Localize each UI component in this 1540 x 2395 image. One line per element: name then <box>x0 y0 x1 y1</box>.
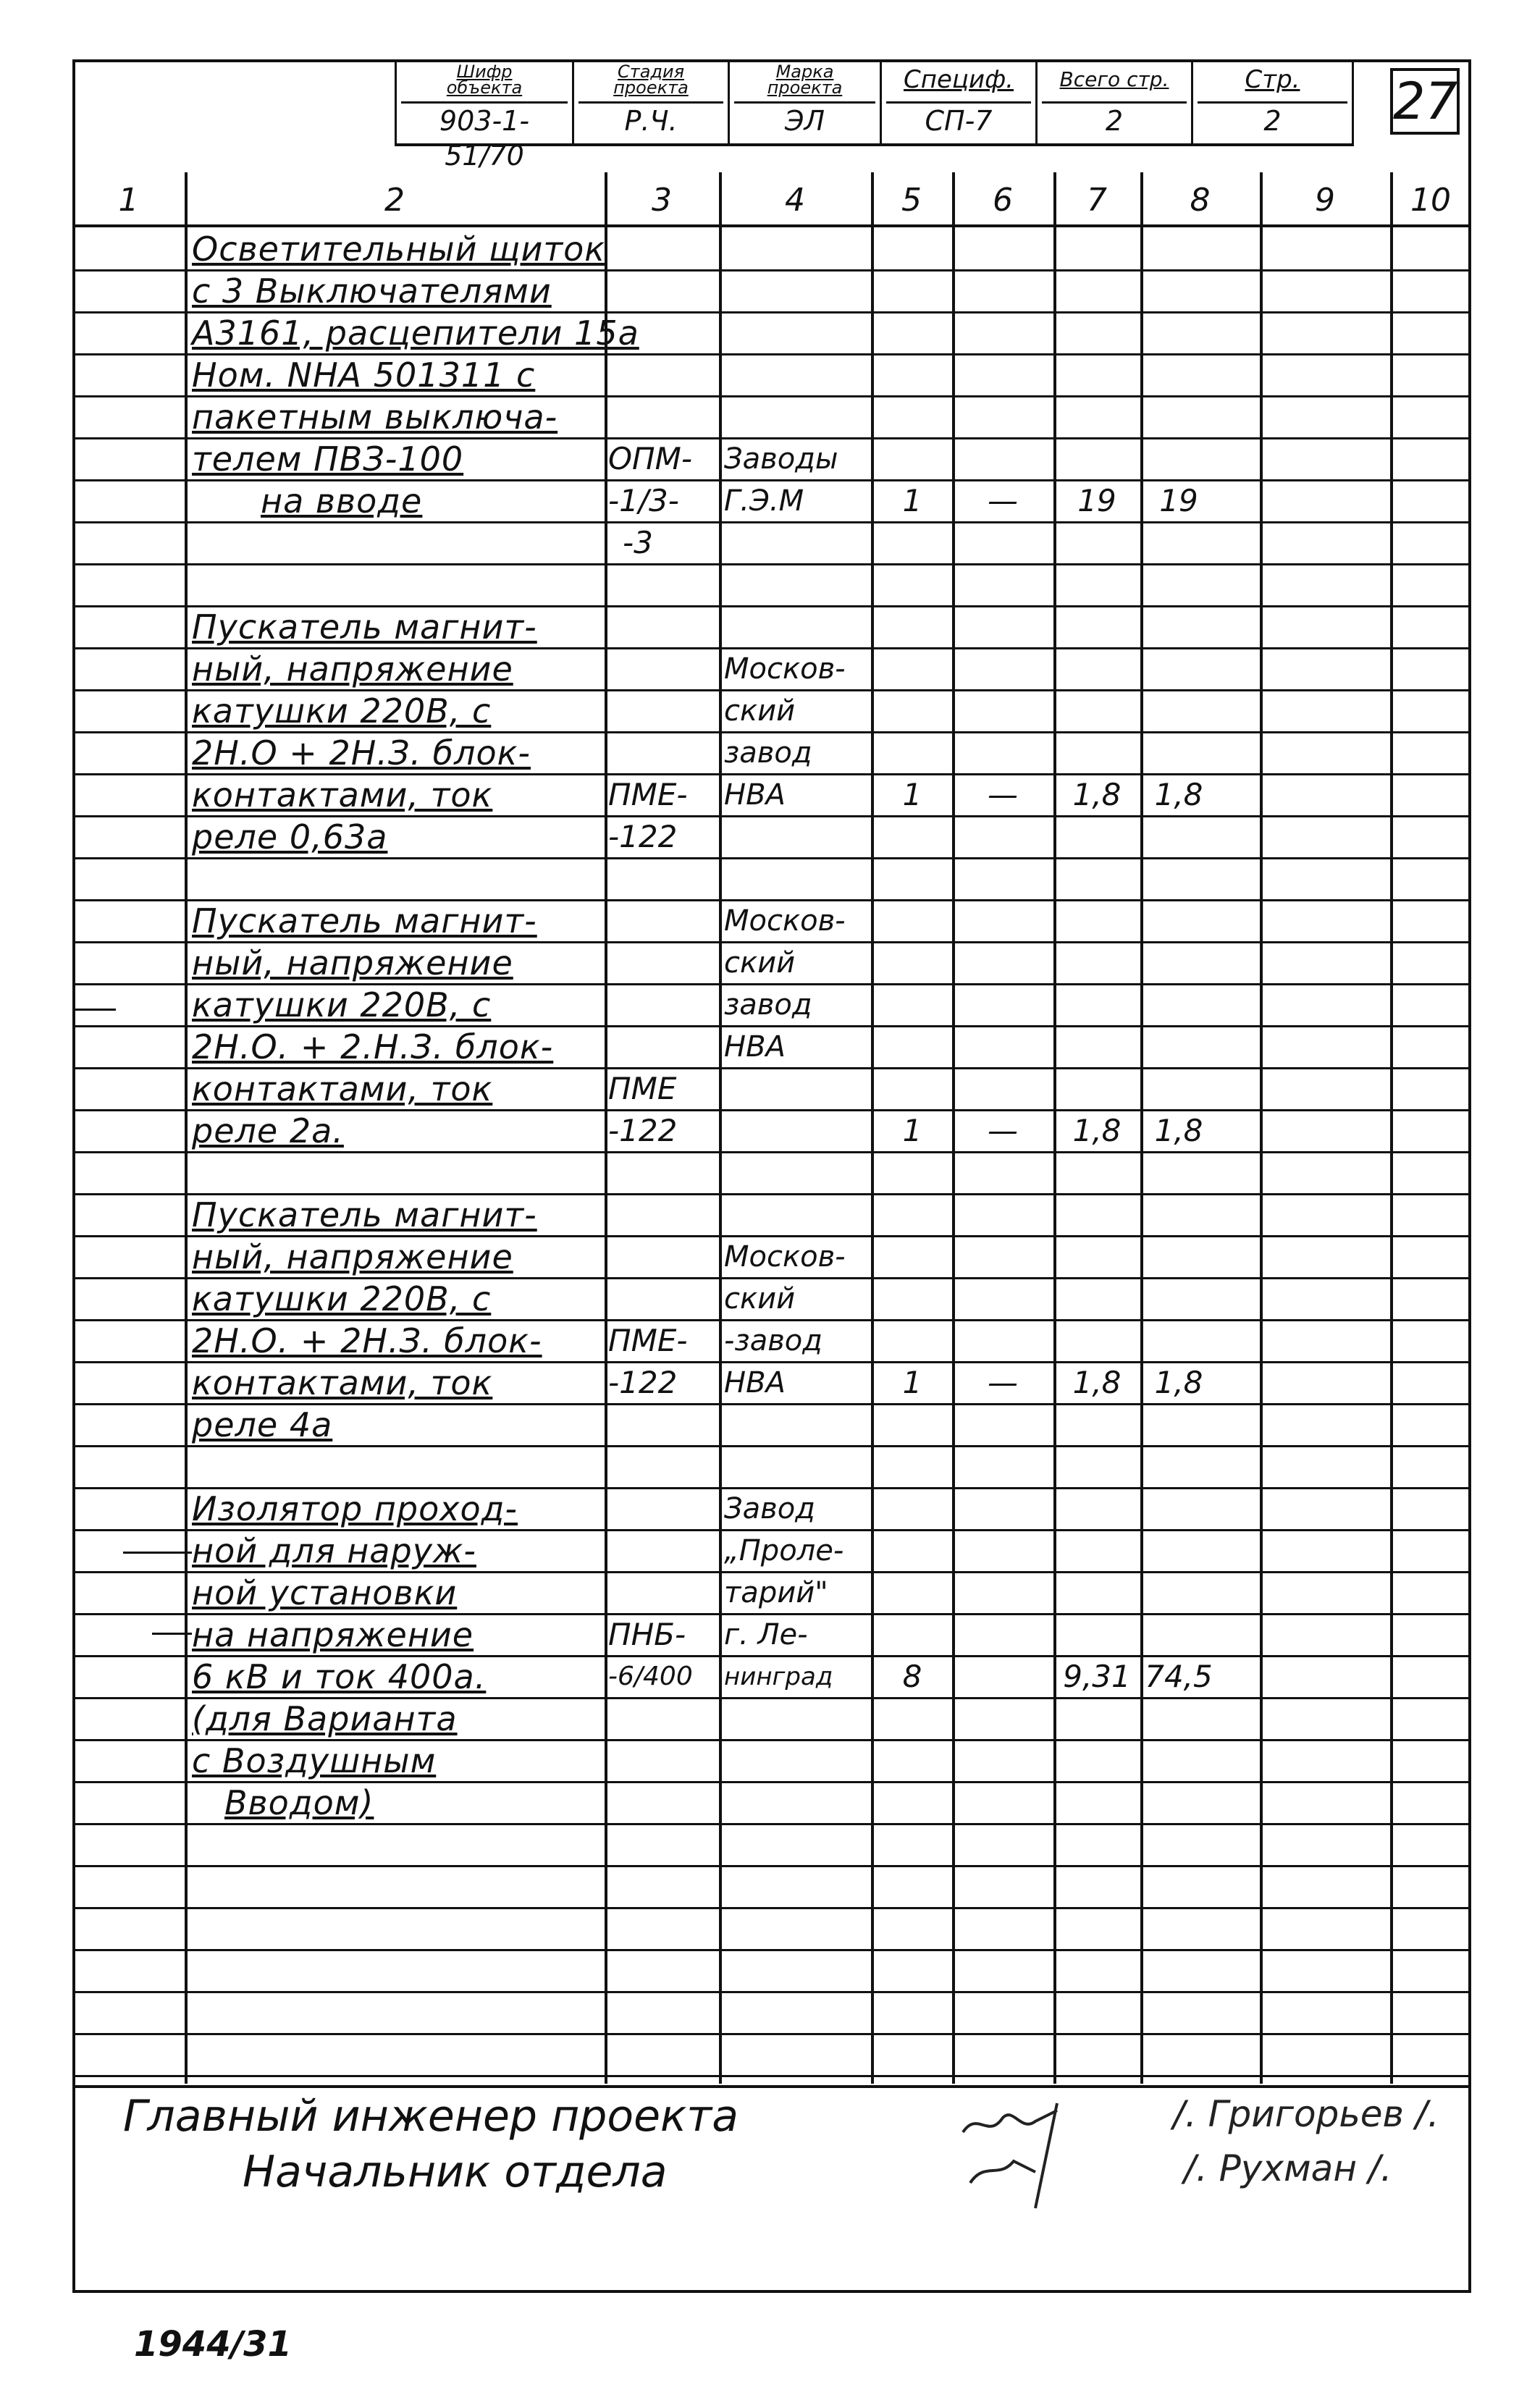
row-line <box>72 1781 1471 1783</box>
row-line <box>72 1025 1471 1027</box>
item-name-line: Пускатель магнит- <box>192 901 537 940</box>
column-header: 6 <box>993 182 1013 219</box>
column-divider <box>871 172 874 2084</box>
column-divider <box>185 172 188 2084</box>
item-name-line: 2Н.О. + 2Н.З. блок- <box>192 1321 542 1360</box>
title-cell-stage <box>572 59 728 145</box>
item-col6: — <box>988 483 1018 518</box>
row-line <box>72 1865 1471 1867</box>
title-cell-header: Стр. <box>1245 65 1300 94</box>
row-line <box>72 437 1471 439</box>
column-divider <box>1390 172 1393 2084</box>
row-line <box>72 1109 1471 1111</box>
item-name-line: Осветительный щиток <box>192 230 606 269</box>
item-name-line: А3161, расцепители 15а <box>192 313 639 353</box>
row-line <box>72 647 1471 649</box>
row-line <box>72 1487 1471 1489</box>
item-name-line: Пускатель магнит- <box>192 607 537 647</box>
item-name-line: катушки 220В, с <box>192 1279 492 1318</box>
item-name-line: на вводе <box>261 481 423 521</box>
title-cell-value: Р.Ч. <box>578 101 723 138</box>
row-line <box>72 773 1471 775</box>
item-name-line: катушки 220В, с <box>192 691 492 731</box>
margin-mark <box>72 1009 116 1011</box>
item-unit-weight: 1,8 <box>1072 777 1122 812</box>
column-header: 7 <box>1087 182 1107 219</box>
column-header: 5 <box>901 182 922 219</box>
item-name-line: Вводом) <box>224 1783 374 1822</box>
row-line <box>72 1403 1471 1405</box>
item-name-line: 2Н.О + 2Н.З. блок- <box>192 733 531 773</box>
item-name-line: Изолятор проход- <box>192 1489 518 1528</box>
column-header: 8 <box>1190 182 1211 219</box>
item-name-line: ный, напряжение <box>192 1237 513 1276</box>
item-name-line: на напряжение <box>192 1615 474 1654</box>
row-line <box>72 1907 1471 1909</box>
item-type: ПМЕ- <box>608 1323 688 1358</box>
title-cell-header: Шифр объекта <box>446 62 523 98</box>
column-header: 2 <box>384 182 405 219</box>
row-line <box>72 2075 1471 2077</box>
item-maker: тарий" <box>724 1576 828 1609</box>
row-line <box>72 857 1471 859</box>
item-maker: Завод <box>724 1492 815 1525</box>
item-name-line: катушки 220В, с <box>192 985 492 1024</box>
item-name-line: с 3 Выключателями <box>192 272 552 311</box>
item-maker: ский <box>724 694 796 728</box>
header-rule <box>72 224 1471 227</box>
column-divider <box>1260 172 1263 2084</box>
item-maker: Москов- <box>724 1240 846 1274</box>
item-name-line: (для Варианта <box>192 1699 458 1738</box>
title-cell-page <box>1191 59 1354 145</box>
row-line <box>72 1067 1471 1069</box>
item-name-line: реле 4а <box>192 1405 333 1444</box>
item-total-weight: 1,8 <box>1154 1365 1203 1400</box>
title-cell-total-pages <box>1035 59 1191 145</box>
item-qty: 1 <box>902 777 922 812</box>
column-divider <box>719 172 722 2084</box>
item-maker: ский <box>724 946 796 980</box>
item-maker: ский <box>724 1282 796 1316</box>
column-header: 4 <box>785 182 805 219</box>
item-type: ПМЕ- <box>608 777 688 812</box>
row-line <box>72 983 1471 985</box>
item-col6: — <box>988 1113 1018 1148</box>
margin-mark <box>152 1633 192 1635</box>
row-line <box>72 815 1471 817</box>
item-maker: завод <box>724 736 812 770</box>
row-line <box>72 311 1471 313</box>
row-line <box>72 1151 1471 1153</box>
item-maker: г. Ле- <box>724 1618 808 1651</box>
item-name-line: ной для наруж- <box>192 1531 476 1570</box>
row-line <box>72 1697 1471 1699</box>
row-line <box>72 521 1471 523</box>
column-header: 10 <box>1410 182 1451 219</box>
item-qty: 1 <box>902 1365 922 1400</box>
row-line <box>72 689 1471 691</box>
item-type: ПМЕ <box>608 1071 677 1106</box>
row-line <box>72 1571 1471 1573</box>
item-total-weight: 1,8 <box>1154 777 1203 812</box>
row-line <box>72 1739 1471 1741</box>
row-line <box>72 479 1471 481</box>
item-maker: НВА <box>724 1366 786 1399</box>
item-unit-weight: 19 <box>1077 483 1116 518</box>
item-type: -3 <box>623 525 653 560</box>
item-unit-weight: 1,8 <box>1072 1365 1122 1400</box>
item-name-line: пакетным выключа- <box>192 397 558 437</box>
row-line <box>72 1445 1471 1447</box>
item-type: -122 <box>608 1113 678 1148</box>
row-line <box>72 1235 1471 1237</box>
item-maker: Г.Э.М <box>724 484 804 518</box>
item-name-line: ной установки <box>192 1573 458 1612</box>
item-type: -1/3- <box>608 483 679 518</box>
sheet-number: 27 <box>1390 68 1460 135</box>
chief-engineer-label: Главный инженер проекта <box>123 2091 739 2142</box>
row-line <box>72 1361 1471 1363</box>
item-qty: 1 <box>902 1113 922 1148</box>
row-line <box>72 1193 1471 1195</box>
row-line <box>72 563 1471 565</box>
row-line <box>72 1319 1471 1321</box>
chief-engineer-name: /. Григорьев /. <box>1173 2093 1439 2135</box>
item-maker: -завод <box>724 1324 822 1358</box>
item-name-line: ный, напряжение <box>192 649 513 689</box>
item-name-line: с Воздушным <box>192 1741 437 1780</box>
column-divider <box>1053 172 1056 2084</box>
title-cell-header: Стадия проекта <box>613 62 689 98</box>
item-type: -6/400 <box>608 1662 693 1691</box>
department-head-name: /. Рухман /. <box>1184 2147 1392 2189</box>
item-unit-weight: 1,8 <box>1072 1113 1122 1148</box>
margin-mark <box>72 1361 167 1363</box>
item-name-line: реле 0,63а <box>192 817 388 856</box>
row-line <box>72 731 1471 733</box>
item-maker: Заводы <box>724 442 838 476</box>
item-name-line: контактами, ток <box>192 1363 493 1402</box>
item-maker: завод <box>724 988 812 1022</box>
item-unit-weight: 9,31 <box>1063 1659 1131 1694</box>
item-qty: 1 <box>902 483 922 518</box>
title-cell-value: 2 <box>1042 101 1187 138</box>
row-line <box>72 1949 1471 1951</box>
title-cell-value: 2 <box>1198 101 1347 138</box>
row-line <box>72 1529 1471 1531</box>
title-cell-header: Всего стр. <box>1059 67 1169 91</box>
item-type: ОПМ- <box>608 441 693 476</box>
item-name-line: реле 2а. <box>192 1111 344 1150</box>
footer-rule <box>72 2085 1471 2088</box>
title-block-bottom-rule <box>395 143 1354 146</box>
title-cell-spec <box>880 59 1035 145</box>
item-name-line: Ном. NНА 501311 с <box>192 355 536 395</box>
item-type: ПНБ- <box>608 1617 686 1652</box>
title-block <box>395 59 1354 172</box>
item-qty: 8 <box>902 1659 922 1694</box>
column-header: 1 <box>118 182 139 219</box>
column-divider <box>605 172 607 2084</box>
row-line <box>72 1655 1471 1657</box>
row-line <box>72 605 1471 607</box>
row-line <box>72 941 1471 943</box>
title-cell-header: Марка проекта <box>767 62 843 98</box>
item-name-line: телем ПВЗ-100 <box>192 439 464 479</box>
item-total-weight: 74,5 <box>1145 1659 1213 1694</box>
item-col6: — <box>988 777 1018 812</box>
item-maker: НВА <box>724 1030 786 1064</box>
title-cell-header: Специф. <box>903 65 1014 94</box>
item-type: -122 <box>608 819 678 854</box>
item-col6: — <box>988 1365 1018 1400</box>
item-maker: НВА <box>724 778 786 812</box>
department-head-label: Начальник отдела <box>243 2147 668 2197</box>
title-cell-value: СП-7 <box>886 101 1031 138</box>
item-name-line: контактами, ток <box>192 1069 493 1108</box>
item-name-line: контактами, ток <box>192 775 493 815</box>
row-line <box>72 1823 1471 1825</box>
title-cell-object-code <box>395 59 572 172</box>
item-total-weight: 19 <box>1159 483 1198 518</box>
item-maker: Москов- <box>724 652 846 686</box>
item-name-line: 6 кВ и ток 400а. <box>192 1657 487 1696</box>
row-line <box>72 395 1471 397</box>
column-divider <box>952 172 955 2084</box>
row-line <box>72 353 1471 355</box>
row-line <box>72 899 1471 901</box>
item-total-weight: 1,8 <box>1154 1113 1203 1148</box>
archive-number: 1944/31 <box>134 2324 292 2365</box>
title-cell-brand <box>728 59 880 145</box>
title-cell-value: ЭЛ <box>734 101 875 138</box>
row-line <box>72 1613 1471 1615</box>
column-header: 3 <box>652 182 672 219</box>
item-type: -122 <box>608 1365 678 1400</box>
margin-mark <box>123 1552 192 1554</box>
item-maker: нинград <box>724 1662 833 1691</box>
row-line <box>72 269 1471 272</box>
item-maker: „Проле- <box>724 1534 844 1567</box>
row-line <box>72 1991 1471 1993</box>
column-header: 9 <box>1315 182 1335 219</box>
row-line <box>72 2033 1471 2035</box>
specification-table <box>72 172 1471 2084</box>
signature-marks <box>948 2089 1108 2212</box>
title-cell-value: 903-1-51/70 <box>401 101 568 138</box>
item-name-line: 2Н.О. + 2.Н.З. блок- <box>192 1027 554 1066</box>
item-name-line: Пускатель магнит- <box>192 1195 537 1234</box>
item-maker: Москов- <box>724 904 846 938</box>
row-line <box>72 1277 1471 1279</box>
item-name-line: ный, напряжение <box>192 943 513 982</box>
